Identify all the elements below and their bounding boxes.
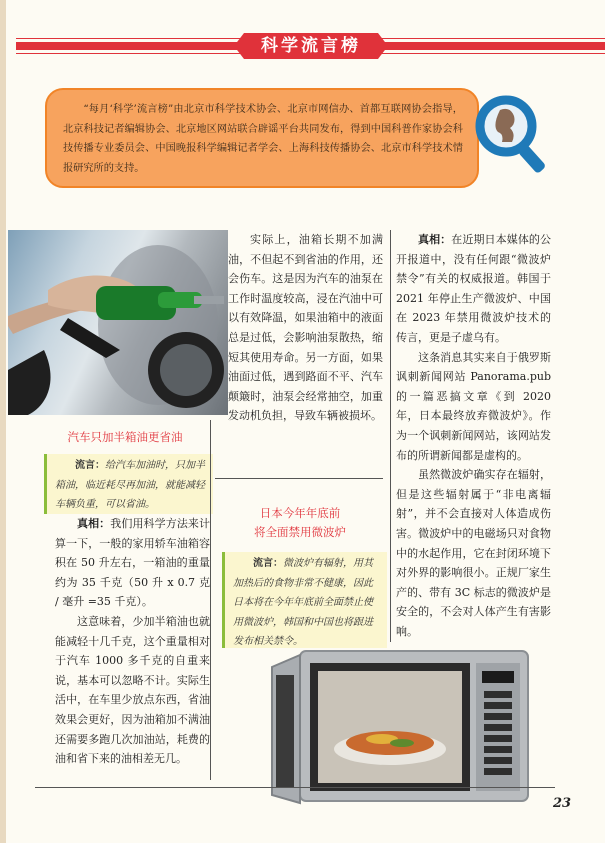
microwave-photo (270, 645, 530, 810)
article2-rumor-text: 微波炉有辐射，用其加热后的食物非常不健康，因此日本将在今年年底前全面禁止使用微波炉，韩国和中国也将跟进发布相关禁令。 (233, 558, 373, 647)
article1-truth-text: 我们用科学方法来计算一下，一般的家用轿车油箱容积在 50 升左右，一箱油的重量约为 35 千克（50 升 x 0.7 克 / 毫升 =35 千克）。 (55, 517, 211, 609)
article2-truth-label: 真相： (418, 233, 452, 246)
page-number: 23 (553, 796, 572, 811)
article1-truth-label: 真相： (77, 517, 111, 530)
fuel-nozzle-photo (8, 230, 228, 415)
article2-p3: 虽然微波炉确实存在辐射，但是这些辐射属于“非电离辐射”，并不会直接对人体造成伤害。微波炉中的电磁场只对食物中的水起作用，它在封闭环境下对外界的影响很小。正规厂家生产的、带有 3C 标志的微波炉是安全的，不会对人体产生有害影响。 (396, 468, 551, 638)
section-header (6, 33, 605, 59)
article1-col1 (55, 514, 210, 769)
intro-box (45, 88, 479, 188)
section-title: 科学流言榜 (244, 33, 378, 59)
article1-p2: 这意味着，少加半箱油也就能减轻十几千克，这个重量相对于汽车 1000 多千克的自重来说，基本可以忽略不计。实际生活中，在车里少放点东西，省油效果会更好，因为油箱加不满油还需要多跑几次加油站，耗费的油和省下来的油相差无几。 (55, 614, 210, 766)
article1-heading: 汽车只加半箱油更省油 (67, 430, 183, 444)
article2-col3 (396, 230, 551, 641)
magnifier-icon (470, 90, 560, 176)
article1-rumor-box (44, 454, 213, 514)
article1-rumor-text: 给汽车加油时，只加半箱油，临近耗尽再加油，就能减轻车辆负重，可以省油。 (55, 460, 205, 510)
article2-rumor-box (222, 552, 387, 648)
article2-heading: 日本今年年底前 将全面禁用微波炉 (254, 506, 346, 539)
article2-truth-text: 在近期日本媒体的公开报道中，没有任何跟“微波炉禁令”有关的权威报道。韩国于 2021 年停止生产微波炉、中国在 2023 年禁用微波炉技术的传言，更是子虚乌有。 (396, 233, 552, 344)
intro-text: “每月‘科学’流言榜”由北京市科学技术协会、北京市网信办、首都互联网协会指导，北京科技记者编辑协会、北京地区网站联合辟谣平台共同发布，得到中国科普作家协会科技传播专业委员会、中国晚报科学编辑记者学会、上海科技传播协会、北京市科学技术情报研究所的支持。 (63, 104, 463, 174)
article2-rumor-label: 流言： (253, 558, 283, 569)
page-edge (0, 0, 6, 843)
article2-p2: 这条消息其实来自于俄罗斯讽刺新闻网站 Panorama.pub 的一篇恶搞文章《到 2020 年，日本最终放弃微波炉》。作为一个讽刺新闻网站，该网站发布的所谓新闻都是虚构的。 (396, 350, 551, 462)
article1-p3: 实际上，油箱长期不加满油，不但起不到省油的作用，还会伤车。这是因为汽车的油泵在工作时温度较高，浸在汽油中可以有效降温，如果油箱中的液面总是过低，会影响油泵散热，缩短其使用寿命。另一方面，如果油面过低，遇到路面不平、汽车颠簸时，油泵会经常抽空，加重发动机负担，导致车辆被损坏。 (228, 233, 383, 423)
article1-rumor-label: 流言： (75, 460, 105, 471)
